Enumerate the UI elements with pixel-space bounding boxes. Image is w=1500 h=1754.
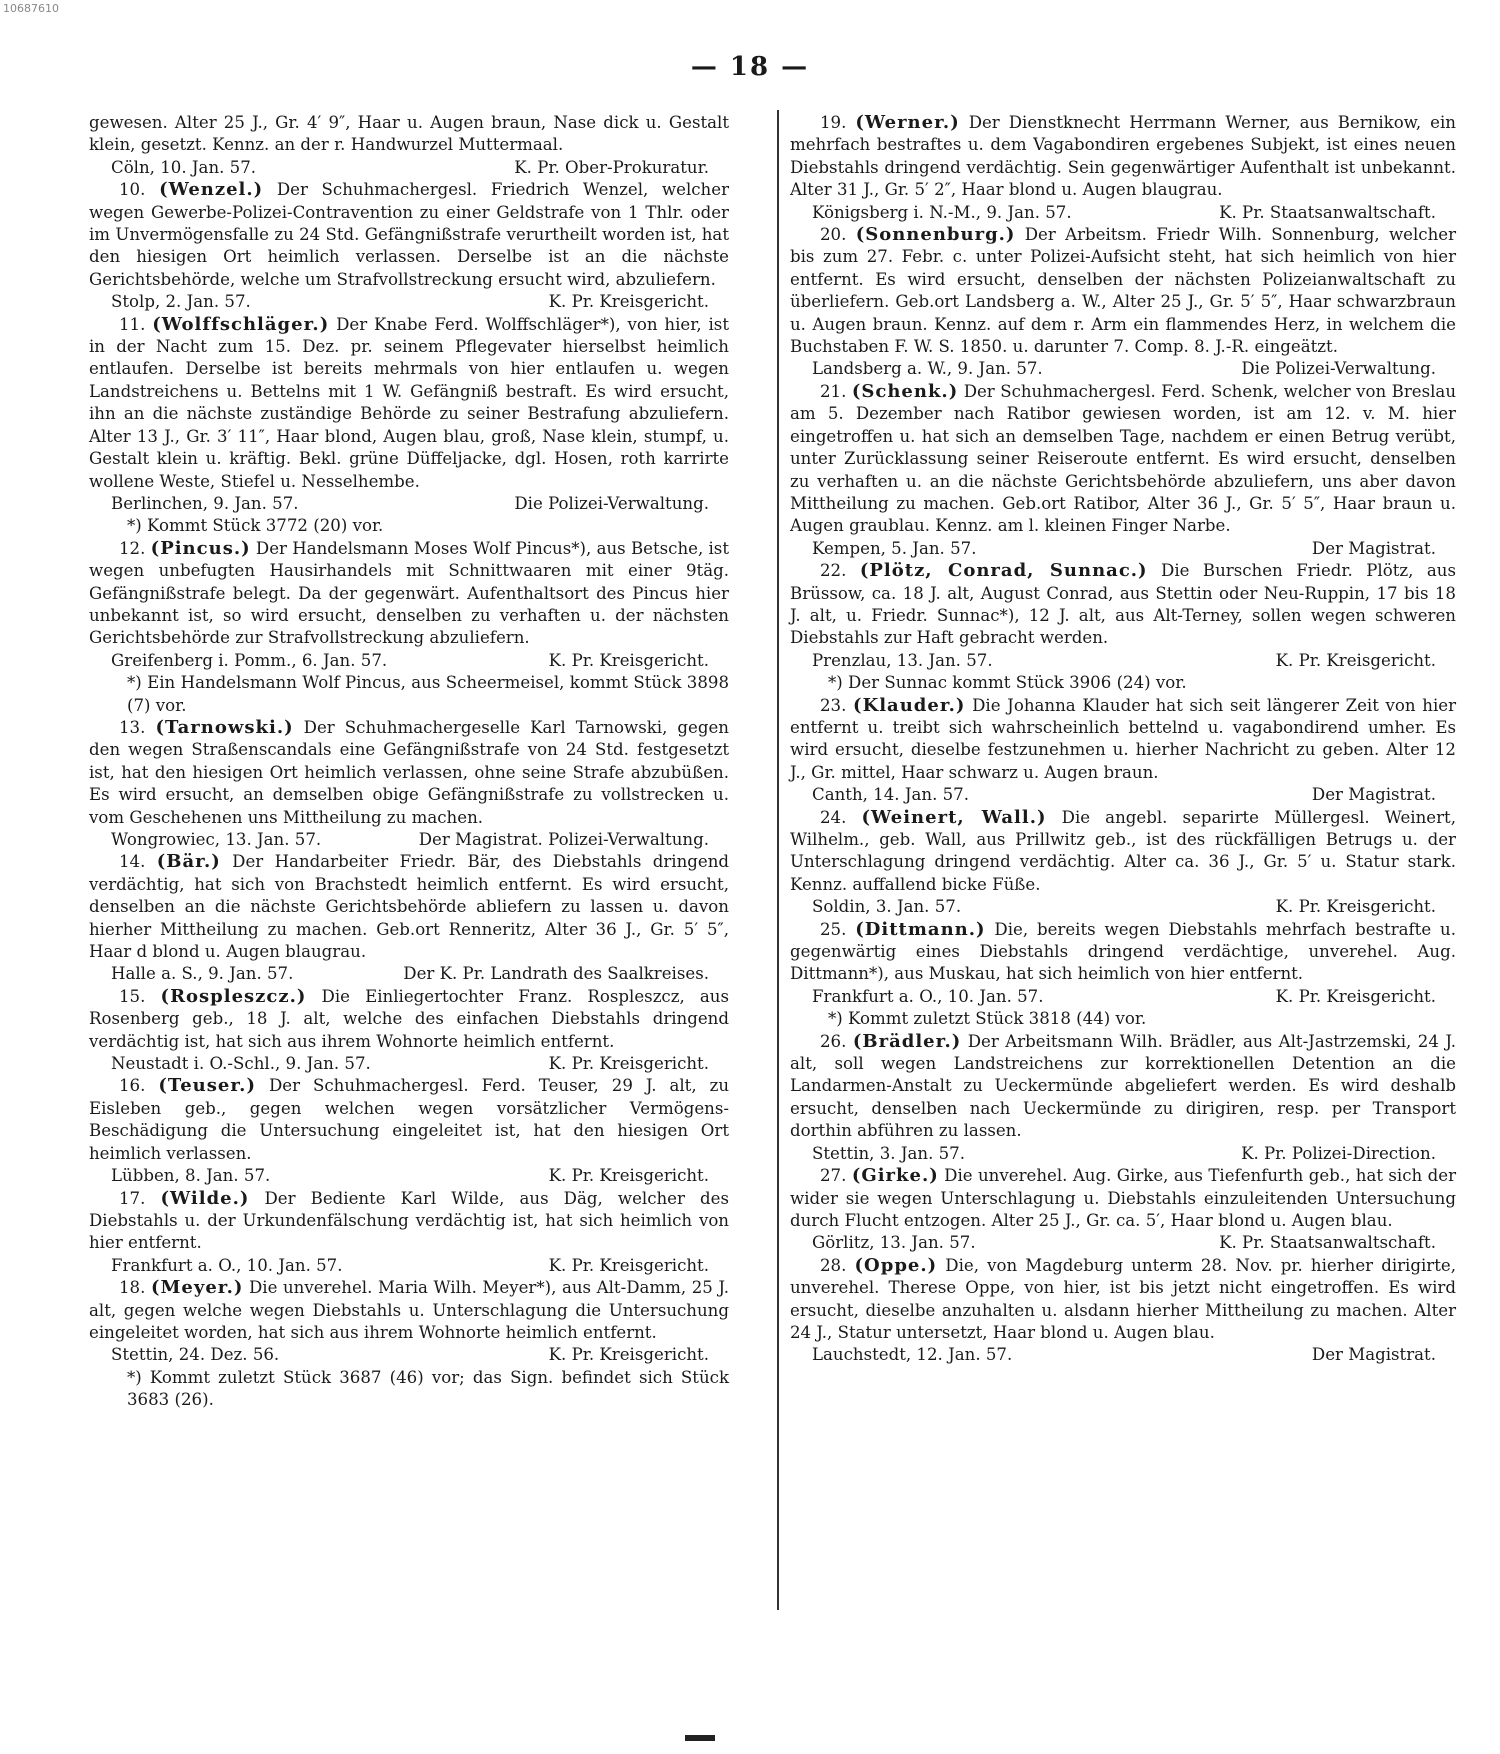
entry-signature xyxy=(790,784,1456,806)
entry-text xyxy=(790,112,1456,202)
notice-entry xyxy=(89,851,729,985)
entry-place: Lauchstedt, 12. Jan. 57. xyxy=(812,1345,1013,1365)
entry-signature xyxy=(89,1053,729,1075)
notice-entry xyxy=(89,538,729,717)
entry-authority: K. Pr. Ober-Prokuratur. xyxy=(514,157,709,177)
entry-authority: K. Pr. Kreisgericht. xyxy=(548,292,709,312)
entry-body: Die Burschen Friedr. Plötz, aus Brüssow, ca. 18 J. alt, August Conrad, aus Stettin oder Neu-Ruppin, 17 bis 18 J. alt, u. Friedr. Sunnac*), 12 J. alt, aus Alt-Terney, sollen wegen schweren Diebstahls zur Haft gebracht werden. xyxy=(790,561,1456,648)
entry-place: Frankfurt a. O., 10. Jan. 57. xyxy=(812,986,1044,1006)
entry-name: (Plötz, Conrad, Sunnac.) xyxy=(859,560,1148,582)
entry-text xyxy=(790,919,1456,986)
entry-body: Der Arbeitsmann Wilh. Brädler, aus Alt-Jastrzemski, 24 J. alt, soll wegen Landstreichens zur korrektionellen Detention an die Landarmen-Anstalt zu Ueckermünde abgeliefert werden. Es wird deshalb ersucht, denselben nach Ueckermünde zu dirigiren, resp. per Transport dorthin abführen zu lassen. xyxy=(790,1031,1456,1141)
notice-entry xyxy=(89,717,729,851)
entry-authority: Der K. Pr. Landrath des Saalkreises. xyxy=(403,964,709,984)
entry-body: Die Johanna Klauder hat sich seit längerer Zeit von hier entfernt u. treibt sich wahrscheinlich bettelnd u. vagabondirend umher. Es wird ersucht, dieselbe festzunehmen u. hierher Nachricht zu geben. Alter 12 J., Gr. mittel, Haar schwarz u. Augen braun. xyxy=(790,695,1456,782)
entry-body: Der Schuhmachergesl. Ferd. Schenk, welcher von Breslau am 5. Dezember nach Ratibor gewiesen worden, ist am 12. v. M. hier eingetroffen u. hat sich an demselben Tage, nachdem er einen Betrug verübt, unter Zurücklassung seiner Reiseroute entfernt. Es wird ersucht, denselben zu verhaften u. an die nächste Gerichtsbehörde abzuliefern, uns aber davon Mittheilung zu machen. Geb.ort Ratibor, Alter 36 J., Gr. 5′ 5″, Haar braun u. Augen graublau. Kennz. am l. kleinen Finger Narbe. xyxy=(790,381,1457,536)
entry-body: Der Knabe Ferd. Wolffschläger*), von hier, ist in der Nacht zum 15. Dez. pr. seinem Pflegevater hierselbst heimlich entlaufen. Derselbe ist bereits mehrmals von hier entlaufen u. wegen Landstreichens u. Bettelns mit 1 W. Gefängniß bestraft. Es wird ersucht, ihn an die nächste zuständige Behörde zu seiner Bestrafung abzuliefern. Alter 13 J., Gr. 3′ 11″, Haar blond, Augen blau, groß, Nase klein, stumpf, u. Gestalt klein u. kräftig. Bekl. grüne Düffeljacke, dgl. Hosen, roth karrirte wollene Weste, Stiefel u. Nesselhembe. xyxy=(89,314,729,491)
entry-number: 25. xyxy=(820,919,847,939)
entry-name: (Rospleszcz.) xyxy=(160,985,307,1007)
entry-signature xyxy=(89,829,729,851)
entry-place: Soldin, 3. Jan. 57. xyxy=(812,897,962,917)
entry-number: 21. xyxy=(820,381,847,401)
entry-body: Die, von Magdeburg unterm 28. Nov. pr. hierher dirigirte, unverehel. Therese Oppe, von hier, ist bis jetzt nicht eingetroffen. Es wird ersucht, dieselbe anzuhalten u. alsdann hierher Mittheilung zu machen. Alter 24 J., Statur untersetzt, Haar blond u. Augen blau. xyxy=(790,1255,1456,1342)
entry-place: Frankfurt a. O., 10. Jan. 57. xyxy=(111,1255,343,1275)
entry-place: Wongrowiec, 13. Jan. 57. xyxy=(111,830,322,849)
notice-entry xyxy=(89,179,729,313)
entry-name: (Wolffschläger.) xyxy=(152,313,330,335)
entry-body: Der Handelsmann Moses Wolf Pincus*), aus Betsche, ist wegen unbefugten Hausirhandels mit Schnittwaaren mit einer 9täg. Gefängnißstrafe belegt. Da der gegenwärt. Aufenthaltsort des Pincus hier unbekannt ist, so wird ersucht, denselben zu verhaften u. der nächsten Gerichtsbehörde zur Strafvollstreckung abzuliefern. xyxy=(89,538,729,648)
entry-signature xyxy=(790,1344,1456,1366)
page-number: — 18 — xyxy=(690,52,810,82)
entry-authority: K. Pr. Kreisgericht. xyxy=(1275,897,1436,917)
entry-signature xyxy=(89,291,729,313)
entry-signature xyxy=(89,1344,729,1366)
entry-authority: K. Pr. Kreisgericht. xyxy=(548,1166,709,1186)
entry-name: (Schenk.) xyxy=(851,380,959,402)
entry-number: 18. xyxy=(119,1278,146,1298)
entry-name: (Oppe.) xyxy=(854,1254,938,1276)
entry-signature xyxy=(89,650,729,672)
entry-footnote: *) Kommt zuletzt Stück 3687 (46) vor; das Sign. befindet sich Stück 3683 (26). xyxy=(127,1367,729,1410)
entry-body: Die, bereits wegen Diebstahls mehrfach bestrafte u. gegenwärtig eines Diebstahls dringend verdächtige, unverehel. Aug. Dittmann*), aus Muskau, hat sich heimlich von hier entfernt. xyxy=(790,919,1457,984)
entry-authority: Der Magistrat. xyxy=(1311,1345,1436,1365)
entry-signature xyxy=(790,538,1456,560)
entry-body: Der Schuhmachergesl. Ferd. Teuser, 29 J. alt, zu Eisleben geb., gegen welchen wegen vorsätzlicher Vermögens-Beschädigung die Untersuchung eingeleitet ist, hat den hiesigen Ort heimlich verlassen. xyxy=(89,1076,730,1163)
entry-name: (Klauder.) xyxy=(853,694,966,716)
entry-number: 24. xyxy=(820,807,847,827)
entry-place: Kempen, 5. Jan. 57. xyxy=(812,538,977,558)
entry-authority: K. Pr. Kreisgericht. xyxy=(1275,986,1436,1006)
entry-name: (Pincus.) xyxy=(150,537,251,559)
entry-signature xyxy=(790,1143,1456,1165)
entry-number: 28. xyxy=(820,1255,847,1275)
entry-place: Königsberg i. N.-M., 9. Jan. 57. xyxy=(812,202,1072,222)
notice-entry xyxy=(790,1031,1456,1165)
entry-authority: K. Pr. Polizei-Direction. xyxy=(1241,1143,1436,1163)
notice-entry xyxy=(790,919,1456,1031)
entry-signature xyxy=(790,202,1456,224)
entry-body: Der Handarbeiter Friedr. Bär, des Diebstahls dringend verdächtig, hat sich von Brachstedt heimlich entfernt. Es wird ersucht, denselben an die nächste Gerichtsbehörde abliefern zu lassen u. davon hierher Mittheilung zu machen. Geb.ort Renneritz, Alter 36 J., Gr. 5′ 5″, Haar d blond u. Augen blaugrau. xyxy=(89,852,730,962)
entry-number: 19. xyxy=(820,113,847,132)
entry-text xyxy=(89,851,729,963)
entry-text xyxy=(790,1031,1456,1143)
entry-authority: Der Magistrat. xyxy=(1311,785,1436,805)
notice-entry xyxy=(89,1188,729,1278)
entry-number: 14. xyxy=(119,852,146,872)
entry-text xyxy=(790,560,1456,650)
entry-number: 15. xyxy=(119,986,146,1006)
entry-signature xyxy=(89,493,729,515)
notice-entry xyxy=(790,695,1456,807)
entry-text xyxy=(89,1188,729,1255)
column-divider xyxy=(777,110,779,1610)
entry-place: Stolp, 2. Jan. 57. xyxy=(111,292,251,312)
entry-authority: Der Magistrat. xyxy=(1311,538,1436,558)
entry-body: Die unverehel. Maria Wilh. Meyer*), aus Alt-Damm, 25 J. alt, gegen welche wegen Diebstahls u. Unterschlagung die Untersuchung eingeleitet worden, hat sich aus ihrem Wohnorte heimlich entfernt. xyxy=(89,1278,730,1342)
left-entries xyxy=(89,179,729,1411)
entry-text: gewesen. Alter 25 J., Gr. 4′ 9″, Haar u. Augen braun, Nase dick u. Gestalt klein, gesetzt. Kennz. an der r. Handwurzel Muttermaal. xyxy=(89,113,729,155)
entry-name: (Wilde.) xyxy=(160,1187,250,1209)
entry-signature xyxy=(89,157,729,179)
notice-entry xyxy=(790,1165,1456,1255)
notice-entry xyxy=(89,314,729,538)
entry-number: 20. xyxy=(820,225,847,245)
entry-text xyxy=(89,314,729,493)
entry-text xyxy=(89,717,729,829)
entry-signature xyxy=(790,896,1456,918)
entry-text xyxy=(790,695,1456,785)
entry-authority: Der Magistrat. Polizei-Verwaltung. xyxy=(418,830,709,849)
entry-text xyxy=(89,1277,729,1344)
continued-entry xyxy=(89,112,729,179)
entry-body: Die unverehel. Aug. Girke, aus Tiefenfurth geb., hat sich der wider sie wegen Unterschlagung u. Diebstahls einzuleitenden Untersuchung durch Flucht entzogen. Alter 25 J., Gr. ca. 5′, Haar blond u. Augen blau. xyxy=(790,1166,1457,1230)
left-column xyxy=(89,112,729,1412)
entry-place: Stettin, 3. Jan. 57. xyxy=(812,1143,966,1163)
entry-footnote: *) Kommt zuletzt Stück 3818 (44) vor. xyxy=(828,1009,1147,1029)
entry-signature xyxy=(790,650,1456,672)
entry-number: 23. xyxy=(820,695,847,715)
entry-number: 12. xyxy=(119,538,146,558)
entry-place: Prenzlau, 13. Jan. 57. xyxy=(812,650,993,670)
entry-signature xyxy=(89,963,729,985)
entry-number: 22. xyxy=(820,561,847,581)
entry-name: (Girke.) xyxy=(851,1165,939,1187)
notice-entry xyxy=(790,224,1456,381)
entry-name: (Werner.) xyxy=(855,112,960,133)
entry-number: 16. xyxy=(119,1076,146,1096)
notice-entry xyxy=(790,112,1456,224)
entry-footnote: *) Der Sunnac kommt Stück 3906 (24) vor. xyxy=(828,673,1187,693)
entry-text xyxy=(790,381,1456,538)
entry-text xyxy=(89,179,729,291)
entry-name: (Dittmann.) xyxy=(855,918,986,940)
entry-signature xyxy=(89,1165,729,1187)
entry-body: Der Schuhmachergesl. Friedrich Wenzel, welcher wegen Gewerbe-Polizei-Contravention zu einer Geldstrafe von 1 Thlr. oder im Unvermögensfalle zu 24 Std. Gefängnißstrafe verurtheilt worden ist, hat den hiesigen Ort heimlich verlassen. Derselbe ist an die nächste Gerichtsbehörde, welche um Strafvollstreckung ersucht wird, abzuliefern. xyxy=(89,180,729,289)
entry-body: Die angebl. separirte Müllergesl. Weinert, Wilhelm., geb. Wall, aus Prillwitz geb., ist des rückfälligen Betrugs u. der Unterschlagung dringend verdächtig. Alter ca. 36 J., Gr. 5′ u. Statur stark. Kennz. auffallend bicke Füße. xyxy=(790,807,1456,894)
entry-place: Canth, 14. Jan. 57. xyxy=(812,785,970,805)
entry-signature xyxy=(790,986,1456,1008)
document-id: 10687610 xyxy=(3,2,59,15)
entry-body: Der Arbeitsm. Friedr Wilh. Sonnenburg, welcher bis zum 27. Febr. c. unter Polizei-Aufsicht steht, hat sich heimlich von hier entfernt. Es wird ersucht, denselben der nächsten Polizeianwaltschaft zu überliefern. Geb.ort Landsberg a. W., Alter 25 J., Gr. 5′ 5″, Haar schwarzbraun u. Augen braun. Kennz. auf dem r. Arm ein flammendes Herz, in welchem die Buchstaben F. W. S. 1850. u. darunter 7. Comp. 8. J.-R. eingeätzt. xyxy=(790,225,1457,357)
footer-mark xyxy=(685,1735,715,1741)
entry-authority: K. Pr. Staatsanwaltschaft. xyxy=(1219,202,1436,222)
entry-authority: K. Pr. Kreisgericht. xyxy=(548,1345,709,1365)
entry-number: 10. xyxy=(119,180,146,200)
entry-place: Cöln, 10. Jan. 57. xyxy=(111,157,257,177)
entry-authority: K. Pr. Kreisgericht. xyxy=(548,1054,709,1074)
entry-number: 26. xyxy=(820,1031,847,1051)
notice-entry xyxy=(790,381,1456,560)
entry-name: (Teuser.) xyxy=(158,1075,256,1097)
entry-footnote: *) Kommt Stück 3772 (20) vor. xyxy=(127,516,384,536)
entry-text xyxy=(89,538,729,650)
entry-text xyxy=(790,1255,1456,1345)
entry-authority: K. Pr. Kreisgericht. xyxy=(548,650,709,670)
entry-signature xyxy=(790,358,1456,380)
entry-name: (Wenzel.) xyxy=(159,179,264,201)
entry-number: 11. xyxy=(119,314,146,334)
notice-entry xyxy=(790,560,1456,694)
entry-name: (Bär.) xyxy=(156,851,221,873)
entry-number: 17. xyxy=(119,1188,146,1208)
entry-name: (Brädler.) xyxy=(852,1030,962,1052)
entry-text xyxy=(89,1075,729,1165)
entry-name: (Tarnowski.) xyxy=(155,716,294,738)
entry-footnote: *) Ein Handelsmann Wolf Pincus, aus Scheermeisel, kommt Stück 3898 (7) vor. xyxy=(127,673,729,715)
entry-text xyxy=(89,986,729,1053)
entry-name: (Weinert, Wall.) xyxy=(861,806,1047,828)
right-entries xyxy=(790,112,1456,1367)
entry-place: Greifenberg i. Pomm., 6. Jan. 57. xyxy=(111,650,388,670)
entry-authority: K. Pr. Kreisgericht. xyxy=(548,1255,709,1275)
entry-place: Lübben, 8. Jan. 57. xyxy=(111,1166,271,1186)
entry-place: Stettin, 24. Dez. 56. xyxy=(111,1345,280,1365)
entry-place: Berlinchen, 9. Jan. 57. xyxy=(111,493,299,513)
entry-place: Landsberg a. W., 9. Jan. 57. xyxy=(812,359,1043,379)
entry-authority: Die Polizei-Verwaltung. xyxy=(514,493,709,513)
entry-body: Der Bediente Karl Wilde, aus Däg, welcher des Diebstahls u. der Urkundenfälschung verdächtig ist, hat sich heimlich von hier entfernt. xyxy=(89,1188,729,1253)
entry-authority: Die Polizei-Verwaltung. xyxy=(1241,359,1436,379)
entry-signature xyxy=(790,1232,1456,1254)
entry-body: Der Dienstknecht Herrmann Werner, aus Bernikow, ein mehrfach bestraftes u. dem Vagabondiren ergebenes Subjekt, ist eines neuen Diebstahls dringend verdächtig. Sein gegenwärtiger Aufenthalt ist unbekannt. Alter 31 J., Gr. 5′ 2″, Haar blond u. Augen blaugrau. xyxy=(790,113,1456,200)
entry-place: Halle a. S., 9. Jan. 57. xyxy=(111,964,294,984)
entry-body: Die Einliegertochter Franz. Rospleszcz, aus Rosenberg geb., 18 J. alt, welche des einfachen Diebstahls dringend verdächtig ist, hat sich aus ihrem Wohnorte heimlich entfernt. xyxy=(89,986,729,1051)
notice-entry xyxy=(89,1075,729,1187)
entry-authority: K. Pr. Kreisgericht. xyxy=(1275,650,1436,670)
right-column xyxy=(790,112,1456,1367)
entry-name: (Sonnenburg.) xyxy=(855,224,1016,246)
notice-entry xyxy=(89,1277,729,1411)
notice-entry xyxy=(89,986,729,1076)
entry-name: (Meyer.) xyxy=(150,1277,244,1299)
entry-number: 27. xyxy=(820,1166,847,1186)
notice-entry xyxy=(790,807,1456,919)
entry-number: 13. xyxy=(119,717,146,737)
entry-body: Der Schuhmachergeselle Karl Tarnowski, gegen den wegen Straßenscandals eine Gefängnißstrafe von 24 Std. festgesetzt ist, hat den hiesigen Ort heimlich verlassen, ohne seine Strafe abzubüßen. Es wird ersucht, an demselben obige Gefängnißstrafe zu vollstrecken u. vom Geschehenen uns Mittheilung zu machen. xyxy=(89,717,729,827)
entry-text xyxy=(790,224,1456,358)
entry-text xyxy=(790,807,1456,897)
entry-authority: K. Pr. Staatsanwaltschaft. xyxy=(1219,1233,1436,1253)
entry-text xyxy=(790,1165,1456,1232)
entry-place: Görlitz, 13. Jan. 57. xyxy=(812,1233,976,1253)
entry-place: Neustadt i. O.-Schl., 9. Jan. 57. xyxy=(111,1054,371,1074)
notice-entry xyxy=(790,1255,1456,1367)
entry-signature xyxy=(89,1255,729,1277)
